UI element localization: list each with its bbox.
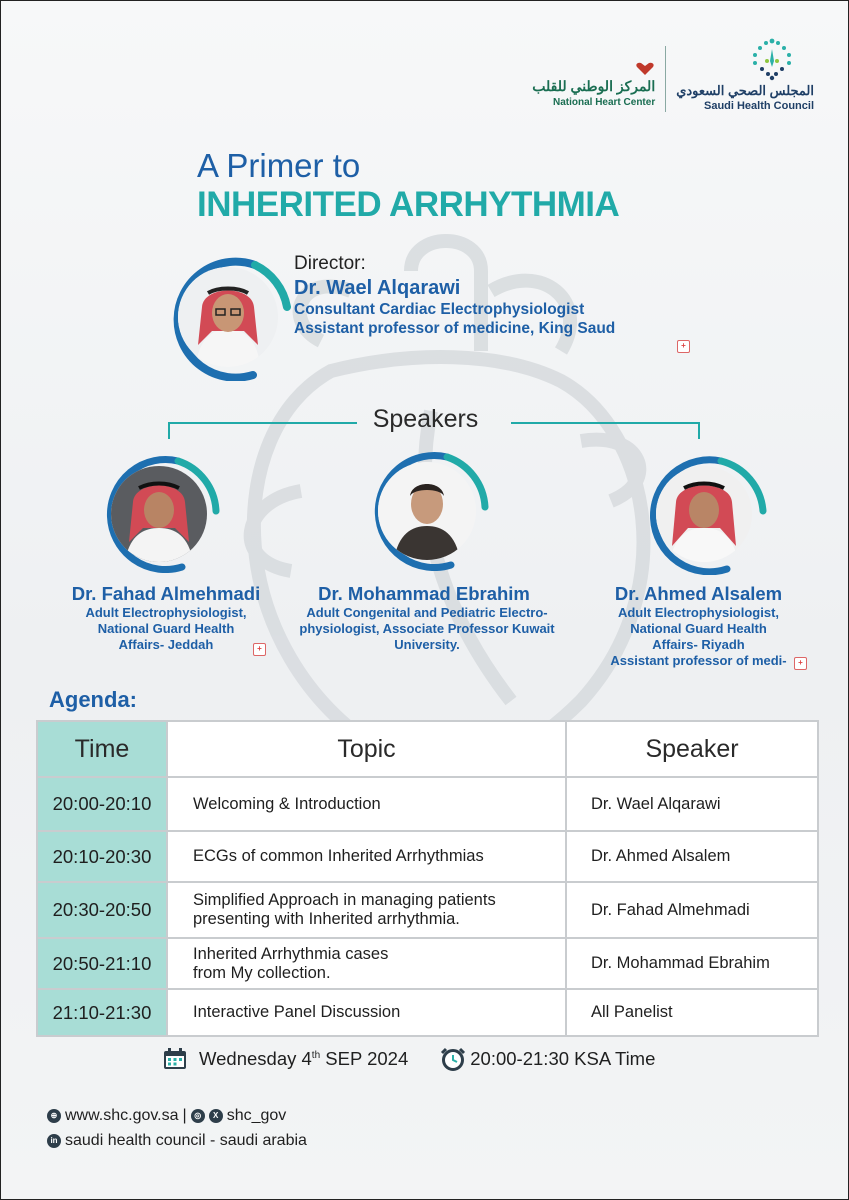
- speaker-3-line-3: Affairs- Riyadh: [652, 637, 745, 652]
- agenda-topic: [167, 882, 566, 938]
- agenda-speaker: Dr. Wael Alqarawi: [566, 777, 818, 831]
- agenda-topic-line: from My collection.: [193, 963, 331, 982]
- speaker-2-name: Dr. Mohammad Ebrahim: [318, 583, 530, 604]
- logo-divider: [665, 46, 666, 112]
- event-date-suffix-sup: th: [311, 1049, 321, 1061]
- speaker-1-line-3: Affairs- Jeddah: [118, 637, 214, 652]
- event-date-prefix: Wednesday 4: [199, 1048, 312, 1069]
- table-row: [37, 831, 818, 882]
- speaker-2-line-3: University.: [394, 637, 460, 652]
- agenda-time: 20:00-20:10: [37, 777, 167, 831]
- nhc-arabic-name: المركز الوطني للقلب: [532, 78, 656, 94]
- shc-english-name: Saudi Health Council: [703, 100, 814, 112]
- speaker-3-line-2: National Guard Health: [630, 621, 767, 636]
- national-heart-center-logo: [532, 62, 655, 108]
- agenda-heading: Agenda:: [49, 687, 137, 712]
- title-line-1: A Primer to: [197, 147, 361, 184]
- speakers-heading: Speakers: [372, 405, 479, 433]
- agenda-topic: [167, 938, 566, 989]
- table-row: [37, 882, 818, 938]
- agenda-topic: [167, 989, 566, 1036]
- expand-icon[interactable]: +: [794, 657, 807, 670]
- contact-info: [47, 1103, 307, 1153]
- director-title-2: Assistant professor of medicine, King Saud: [294, 320, 616, 337]
- agenda-time: 20:50-21:10: [37, 938, 167, 989]
- calendar-icon: [163, 1048, 187, 1070]
- speaker-2-photo: [378, 462, 476, 560]
- alarm-clock-icon: [440, 1047, 466, 1071]
- agenda-speaker: Dr. Fahad Almehmadi: [566, 882, 818, 938]
- agenda-time: 20:30-20:50: [37, 882, 167, 938]
- website-link[interactable]: www.shc.gov.sa: [65, 1106, 179, 1124]
- shc-emblem-icon: [742, 35, 802, 83]
- speaker-3-photo: [656, 466, 752, 562]
- table-row: [37, 989, 818, 1036]
- agenda-header-row: [37, 721, 818, 777]
- speaker-3-line-4: Assistant professor of medi-: [610, 653, 787, 668]
- table-row: [37, 777, 818, 831]
- speaker-3-description: [591, 605, 806, 669]
- person-avatar-icon: [178, 267, 278, 367]
- person-avatar-icon: [378, 462, 476, 560]
- event-date-month-year: SEP 2024: [320, 1048, 409, 1069]
- director-name: Dr. Wael Alqarawi: [294, 277, 461, 299]
- speaker-column-header: Speaker: [566, 721, 818, 777]
- agenda-table: [36, 720, 819, 1037]
- shc-arabic-name: المجلس الصحي السعودي: [676, 83, 814, 98]
- event-datetime: [163, 1047, 655, 1071]
- x-twitter-icon[interactable]: X: [209, 1109, 223, 1123]
- speaker-2-line-2: physiologist, Associate Professor Kuwait: [299, 621, 555, 636]
- person-avatar-icon: [111, 466, 207, 562]
- event-time: 20:00-21:30 KSA Time: [470, 1048, 656, 1069]
- director-role: Director:: [294, 253, 366, 274]
- speaker-3-name: Dr. Ahmed Alsalem: [614, 583, 783, 604]
- instagram-icon[interactable]: ◎: [191, 1109, 205, 1123]
- header-logos: [532, 35, 814, 112]
- linkedin-icon[interactable]: in: [47, 1134, 61, 1148]
- speaker-3-line-1: Adult Electrophysiologist,: [617, 605, 780, 620]
- contact-row-linkedin: [47, 1128, 307, 1153]
- speaker-2-description: [279, 605, 575, 653]
- speaker-1-line-2: National Guard Health: [97, 621, 235, 636]
- agenda-time: 21:10-21:30: [37, 989, 167, 1036]
- topic-column-header: Topic: [167, 721, 566, 777]
- table-row: [37, 938, 818, 989]
- heart-logo-icon: [635, 62, 655, 76]
- agenda-topic: [167, 777, 566, 831]
- event-date: [199, 1048, 408, 1070]
- nhc-english-name: National Heart Center: [552, 97, 656, 108]
- agenda-topic-line: Welcoming & Introduction: [193, 794, 381, 813]
- speaker-1-description: [56, 605, 276, 653]
- time-column-header: Time: [37, 721, 167, 777]
- social-handle[interactable]: shc_gov: [226, 1106, 287, 1124]
- agenda-topic-line: Interactive Panel Discussion: [193, 1003, 401, 1021]
- speaker-1-photo: [111, 466, 207, 562]
- saudi-health-council-logo: [676, 35, 814, 112]
- speaker-1-line-1: Adult Electrophysiologist,: [85, 605, 247, 620]
- director-info: [294, 253, 615, 338]
- contact-row-web-social: [47, 1103, 307, 1128]
- contact-separator: |: [182, 1106, 187, 1124]
- speaker-1-name: Dr. Fahad Almehmadi: [71, 583, 261, 604]
- speaker-2-line-1: Adult Congenital and Pediatric Electro-: [306, 605, 548, 620]
- agenda-speaker: Dr. Ahmed Alsalem: [566, 831, 818, 882]
- director-title-1: Consultant Cardiac Electrophysiologist: [294, 301, 585, 318]
- expand-icon[interactable]: +: [677, 340, 690, 353]
- agenda-topic-line: presenting with Inherited arrhythmia.: [193, 910, 460, 928]
- agenda-time: 20:10-20:30: [37, 831, 167, 882]
- agenda-topic-line: Inherited Arrhythmia cases: [193, 944, 389, 963]
- agenda-topic-line: Simplified Approach in managing patients: [193, 891, 496, 909]
- person-avatar-icon: [656, 466, 752, 562]
- globe-icon: ⊕: [47, 1109, 61, 1123]
- director-photo: [178, 267, 278, 367]
- expand-icon[interactable]: +: [253, 643, 266, 656]
- linkedin-name[interactable]: saudi health council - saudi arabia: [65, 1131, 307, 1149]
- agenda-topic-line: ECGs of common Inherited Arrhythmias: [193, 847, 484, 865]
- title-line-2: INHERITED ARRHYTHMIA: [197, 185, 620, 224]
- agenda-speaker: All Panelist: [566, 989, 818, 1036]
- agenda-speaker: Dr. Mohammad Ebrahim: [566, 938, 818, 989]
- agenda-topic: [167, 831, 566, 882]
